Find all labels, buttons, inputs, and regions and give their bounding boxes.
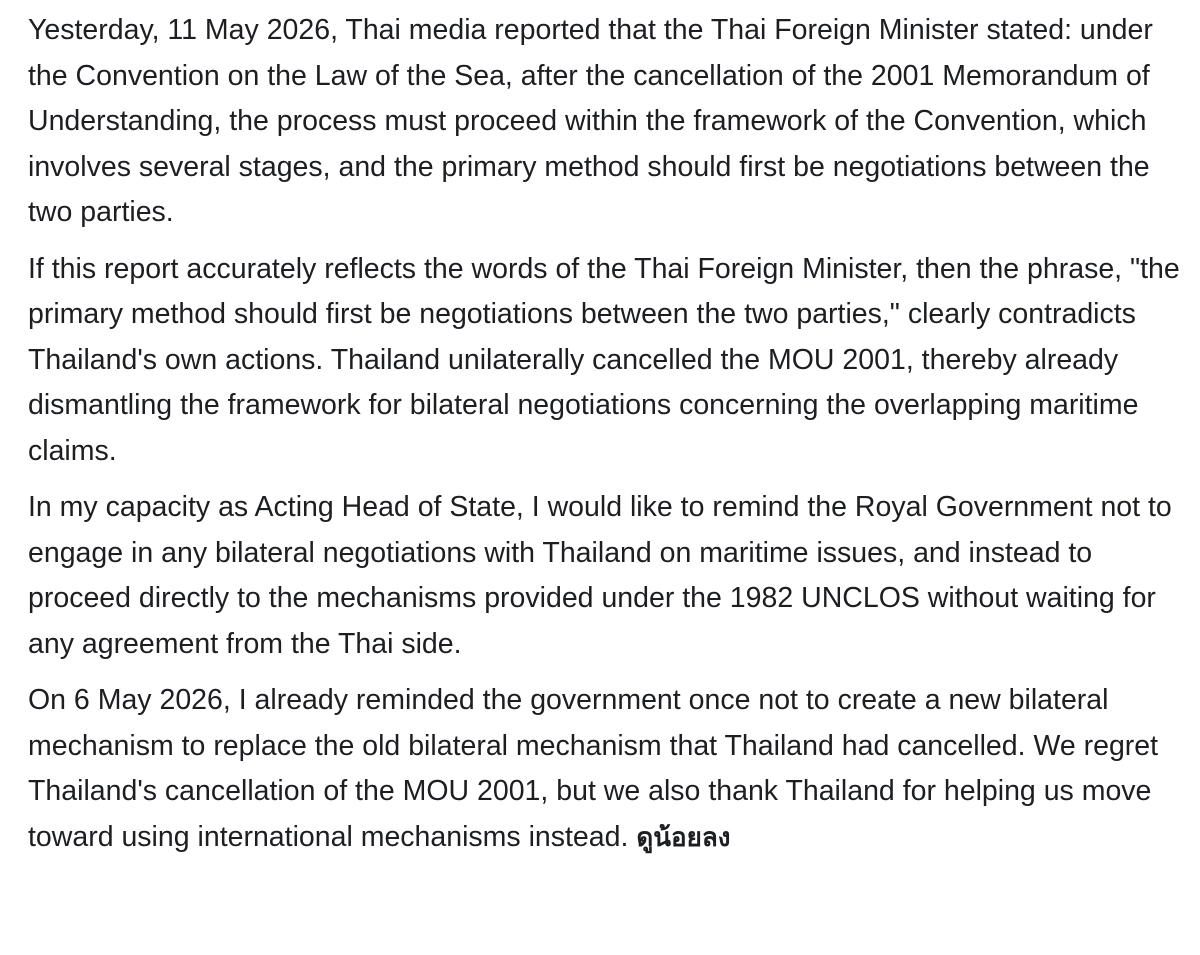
post-paragraph: If this report accurately reflects the words of the Thai Foreign Minister, then the phrase, "the primary method should first be negotiations between the two parties," clearly contradicts Thailand's own actions. Thailand unilaterally cancelled the MOU 2001, thereby already dismantling the framework for bilateral negotiations concerning the overlapping maritime claims. xyxy=(28,252,1180,467)
post-paragraph-text: On 6 May 2026, I already reminded the government once not to create a new bilateral mechanism to replace the old bilateral mechanism that Thailand had cancelled. We regret Thailand's cancellation of the MOU 2001, but we also thank Thailand for helping us move toward using international mechanisms instead. xyxy=(28,684,1159,853)
post-paragraph xyxy=(28,678,1193,861)
post-paragraph: In my capacity as Acting Head of State, I would like to remind the Royal Government not to engage in any bilateral negotiations with Thailand on maritime issues, and instead to proceed directly to the mechanisms provided under the 1982 UNCLOS without waiting for any agreement from the Thai side. xyxy=(28,491,1172,660)
post-paragraph: Yesterday, 11 May 2026, Thai media reported that the Thai Foreign Minister stated: under the Convention on the Law of the Sea, after the cancellation of the 2001 Memorandum of Understanding, the process must proceed within the framework of the Convention, which involves several stages, and the primary method should first be negotiations between the two parties. xyxy=(28,14,1153,228)
see-less-link[interactable]: ดูน้อยลง xyxy=(636,822,731,853)
post-text xyxy=(28,8,1193,861)
